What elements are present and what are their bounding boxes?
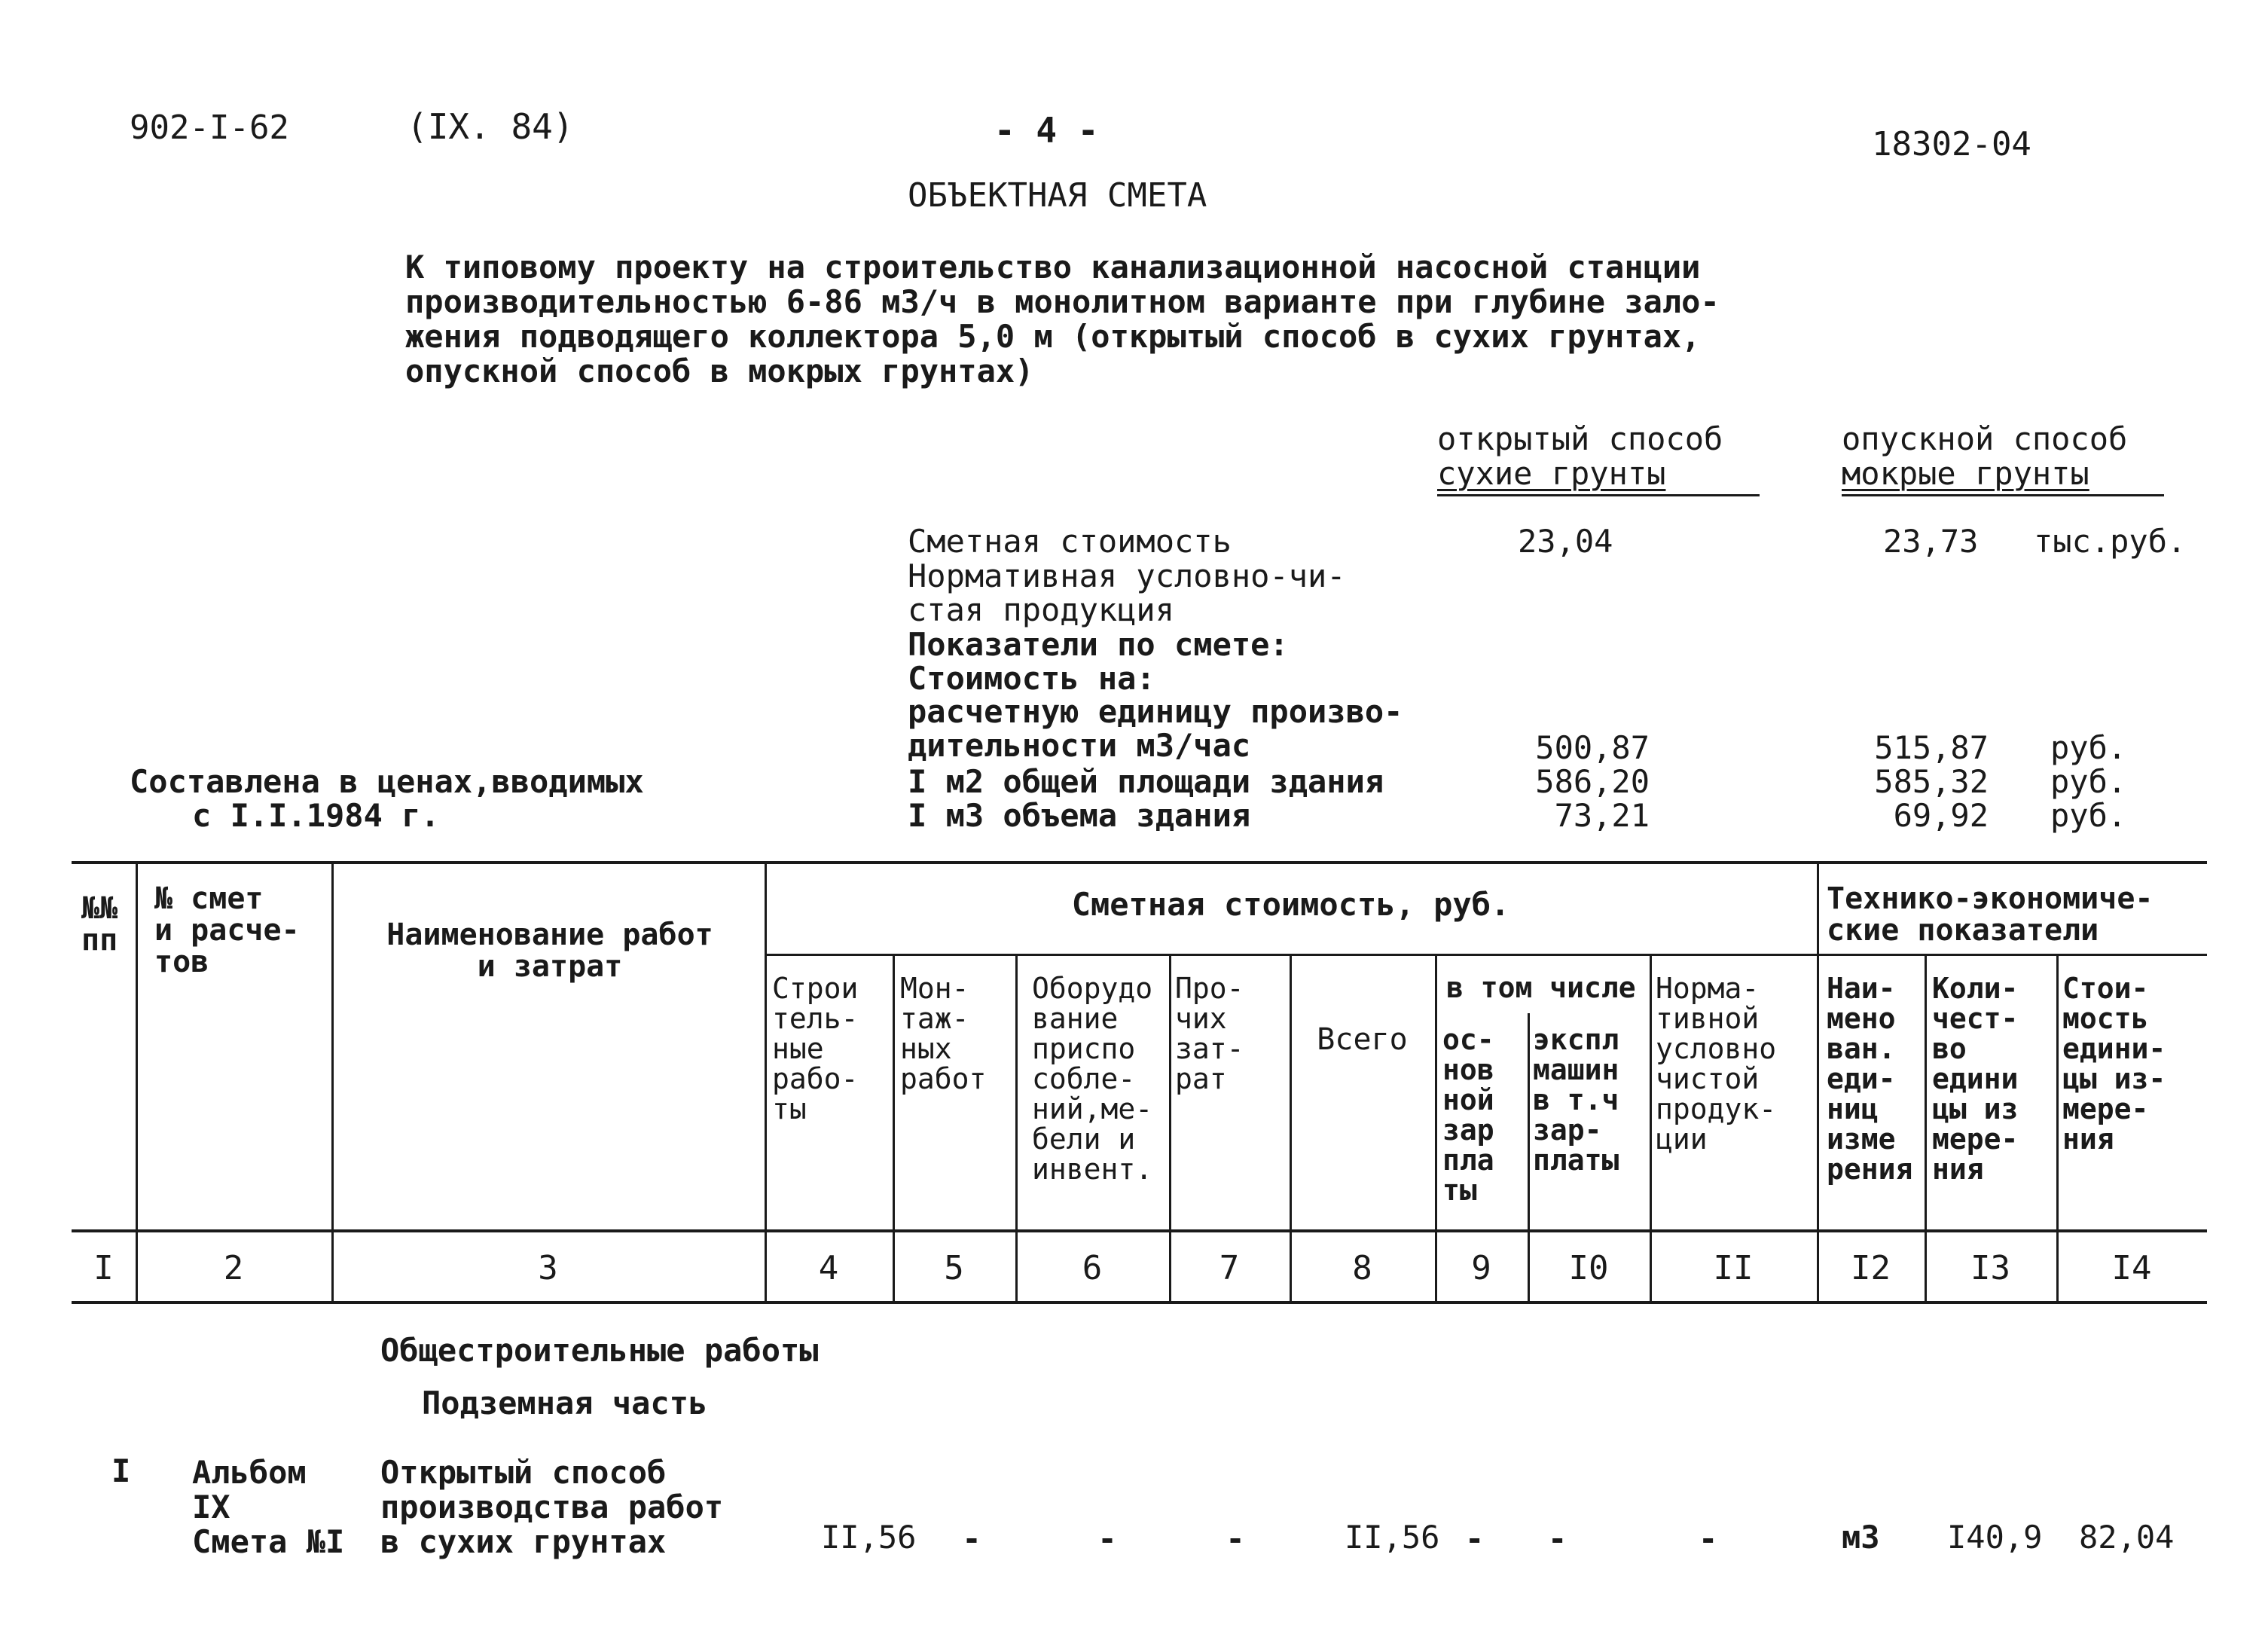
column-divider — [1650, 955, 1652, 1301]
per-capacity-unit: руб. — [2050, 729, 2127, 766]
row-quantity: I40,9 — [1947, 1519, 2043, 1556]
subsection-title: Подземная часть — [422, 1385, 708, 1422]
column-divider — [1290, 955, 1292, 1301]
row-unit-cost: 82,04 — [2079, 1519, 2175, 1556]
method-sinking-line2: мокрые грунты — [1842, 455, 2089, 492]
header-including: в том числе — [1446, 971, 1636, 1004]
header-unit-name: Наи- мено ван. еди- ниц изме рения — [1827, 972, 1913, 1186]
column-numbers-rule — [72, 1301, 2207, 1304]
column-divider — [893, 955, 895, 1301]
description-line: производительностью 6-86 м3/ч в монолитном варианте при глубине зало- — [405, 283, 1720, 320]
column-divider — [136, 863, 138, 1301]
compiled-note-line1: Составлена в ценах,вводимых — [130, 763, 644, 800]
per-volume-label: I м3 объема здания — [908, 797, 1251, 834]
column-divider — [1435, 955, 1437, 1301]
per-capacity-open: 500,87 — [1535, 729, 1650, 766]
header-installation: Мон- таж- ных работ — [900, 972, 987, 1095]
header-tech-econ: Технико-экономиче- ские показатели — [1827, 881, 2154, 948]
per-volume-unit: руб. — [2050, 797, 2127, 834]
header-normative: Норма- тивной условно чистой продук- ции — [1656, 972, 1777, 1156]
per-volume-open: 73,21 — [1554, 797, 1650, 834]
header-total: Всего — [1317, 1022, 1408, 1057]
column-number: I2 — [1851, 1249, 1891, 1287]
column-number: 4 — [818, 1249, 839, 1287]
document-title: ОБЪЕКТНАЯ СМЕТА — [908, 176, 1207, 215]
header-construction: Строи тель- ные рабо- ты — [772, 972, 859, 1125]
estimated-cost-label: Сметная стоимость — [908, 523, 1232, 560]
header-bottom-rule — [72, 1229, 2207, 1232]
row-work-name: Открытый способ производства работ в сухих грунтах — [380, 1454, 724, 1560]
row-unit: м3 — [1842, 1519, 1880, 1556]
per-area-label: I м2 общей площади здания — [908, 763, 1384, 800]
column-number: 3 — [538, 1249, 558, 1287]
row-other: - — [1226, 1520, 1245, 1557]
header-unit-cost: Стои- мость едини- цы из- мере- ния — [2062, 972, 2166, 1156]
column-number: 8 — [1352, 1249, 1372, 1287]
column-divider — [765, 863, 767, 1301]
method-open-underline — [1437, 494, 1760, 496]
row-machine-wages: - — [1548, 1520, 1567, 1557]
cost-on-label: Стоимость на: — [908, 660, 1155, 697]
row-installation: - — [962, 1520, 981, 1557]
cost-group-rule — [765, 954, 2207, 956]
edition-label: (IX. 84) — [407, 106, 574, 147]
document-number: 18302-04 — [1872, 125, 2031, 163]
per-volume-sinking: 69,92 — [1893, 797, 1989, 834]
column-number: 2 — [223, 1249, 244, 1287]
header-estimated-cost: Сметная стоимость, руб. — [1071, 886, 1510, 923]
header-estimate-no: № смет и расче- тов — [154, 881, 300, 979]
header-work-name: Наименование работ и затрат — [386, 918, 713, 984]
per-capacity-sinking: 515,87 — [1874, 729, 1989, 766]
description-line: жения подводящего коллектора 5,0 м (открытый способ в сухих грунтах, — [405, 318, 1701, 355]
table-top-rule — [72, 861, 2207, 864]
column-number: 5 — [944, 1249, 964, 1287]
method-open-line1: открытый способ — [1437, 420, 1723, 457]
row-total: II,56 — [1345, 1519, 1440, 1556]
estimated-cost-unit: тыс.руб. — [2034, 523, 2187, 560]
normative-product-label: Нормативная условно-чи- стая продукция — [908, 557, 1346, 628]
method-sinking-underline — [1842, 494, 2164, 496]
column-divider — [1169, 955, 1171, 1301]
column-number: 7 — [1219, 1249, 1240, 1287]
estimated-cost-sinking: 23,73 — [1883, 523, 1979, 560]
column-divider — [2056, 955, 2059, 1301]
row-number: I — [111, 1452, 131, 1489]
row-basic-wages: - — [1465, 1520, 1485, 1557]
row-construction: II,56 — [821, 1519, 917, 1556]
column-number: 9 — [1471, 1249, 1491, 1287]
column-number: I4 — [2111, 1249, 2152, 1287]
estimated-cost-open: 23,04 — [1518, 523, 1613, 560]
column-divider — [1015, 955, 1018, 1301]
per-area-open: 586,20 — [1535, 763, 1650, 800]
column-number: I0 — [1568, 1249, 1609, 1287]
column-divider — [1817, 863, 1819, 1301]
per-area-unit: руб. — [2050, 763, 2127, 800]
per-capacity-label: расчетную единицу произво- дительности м3/час — [908, 693, 1403, 764]
project-code: 902-I-62 — [130, 108, 289, 147]
header-basic-wages: ос- нов ной зар пла ты — [1442, 1023, 1494, 1207]
column-number: I3 — [1970, 1249, 2010, 1287]
description-line: К типовому проекту на строительство канализационной насосной станции — [405, 249, 1701, 286]
row-normative: - — [1699, 1520, 1718, 1557]
section-title: Общестроительные работы — [380, 1332, 819, 1369]
column-divider — [1925, 955, 1927, 1301]
column-number: 6 — [1082, 1249, 1103, 1287]
column-number: II — [1713, 1249, 1754, 1287]
row-estimate-ref: Альбом IX Смета №I — [192, 1454, 345, 1560]
method-sinking-line1: опускной способ — [1842, 420, 2128, 457]
column-divider — [331, 863, 334, 1301]
page-number: - 4 - — [994, 110, 1099, 151]
header-quantity: Коли- чест- во едини цы из мере- ния — [1932, 972, 2019, 1186]
column-number: I — [93, 1249, 114, 1287]
header-equipment: Оборудо вание приспо собле- ний,ме- бели и инвент. — [1032, 972, 1153, 1186]
per-area-sinking: 585,32 — [1874, 763, 1989, 800]
indicators-label: Показатели по смете: — [908, 626, 1289, 663]
header-num: №№ пп — [81, 891, 118, 957]
description-line: опускной способ в мокрых грунтах) — [405, 353, 1034, 389]
compiled-note-line2: с I.I.1984 г. — [192, 797, 440, 834]
header-other: Про- чих зат- рат — [1175, 972, 1244, 1095]
method-open-line2: сухие грунты — [1437, 455, 1666, 492]
header-machine-wages: экспл машин в т.ч зар- платы — [1533, 1023, 1619, 1177]
row-equipment: - — [1097, 1520, 1117, 1557]
